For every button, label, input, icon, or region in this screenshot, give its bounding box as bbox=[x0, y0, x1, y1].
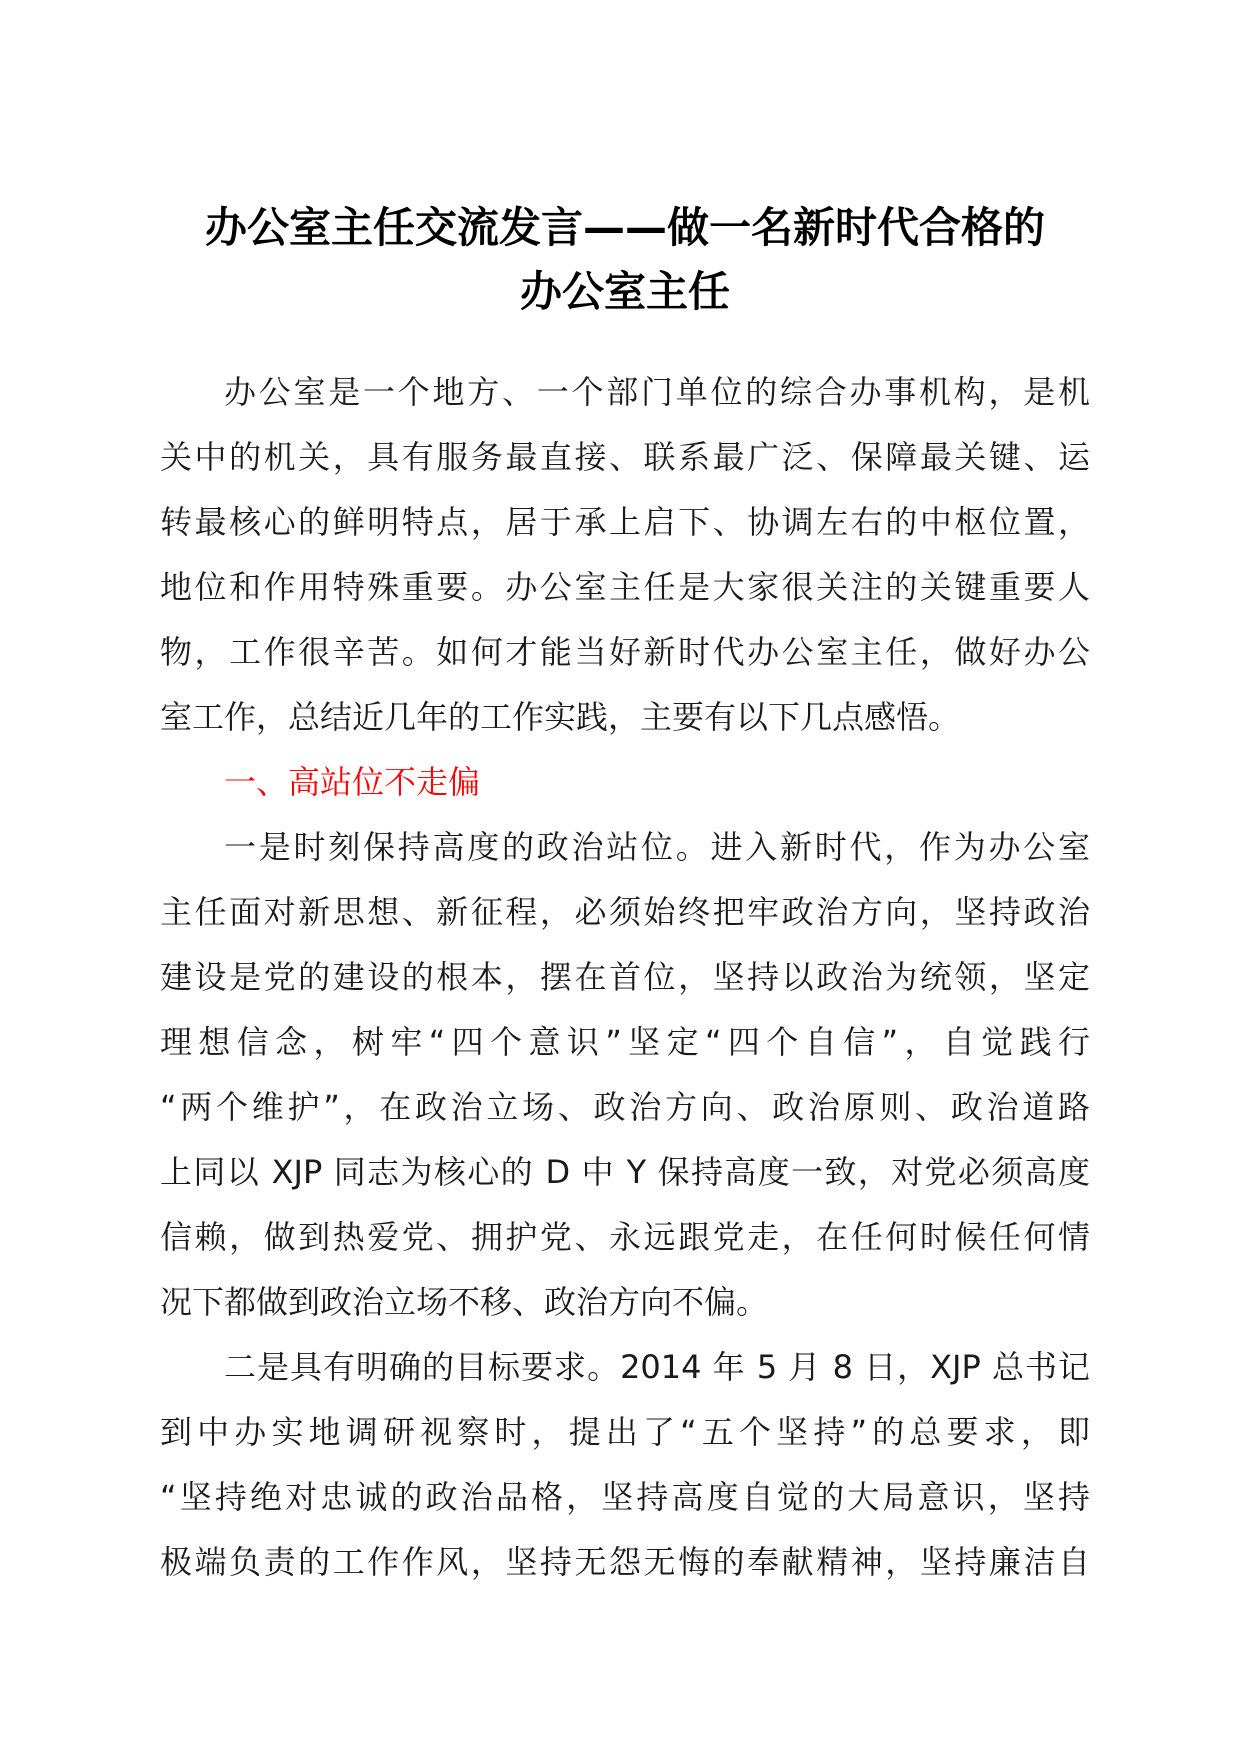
paragraph-line: 理想信念，树牢“四个意识”坚定“四个自信”，自觉践行 bbox=[160, 1023, 1090, 1061]
title-line: 办公室主任 bbox=[519, 267, 730, 316]
paragraph-line: 二是具有明确的目标要求。2014 年 5 月 8 日，XJP 总书记 bbox=[224, 1348, 1090, 1386]
title-line: 办公室主任交流发言——做一名新时代合格的 bbox=[204, 203, 1045, 252]
paragraph-line: “两个维护”，在政治立场、政治方向、政治原则、政治道路 bbox=[160, 1088, 1090, 1126]
document-body bbox=[160, 360, 1090, 1595]
section-heading-text: 一、高站位不走偏 bbox=[224, 763, 481, 801]
paragraph-line: “坚持绝对忠诚的政治品格，坚持高度自觉的大局意识，坚持 bbox=[160, 1478, 1090, 1516]
paragraph-line: 转最核心的鲜明特点，居于承上启下、协调左右的中枢位置， bbox=[160, 503, 1090, 541]
paragraph-line: 信赖，做到热爱党、拥护党、永远跟党走，在任何时候任何情 bbox=[160, 1218, 1090, 1256]
section-heading bbox=[160, 750, 1090, 815]
paragraph-line: 况下都做到政治立场不移、政治方向不偏。 bbox=[160, 1283, 769, 1321]
document-title bbox=[160, 196, 1090, 324]
paragraph-line: 上同以 XJP 同志为核心的 D 中 Y 保持高度一致，对党必须高度 bbox=[160, 1153, 1090, 1191]
paragraph-line: 办公室是一个地方、一个部门单位的综合办事机构，是机 bbox=[224, 373, 1090, 411]
paragraph-line: 一是时刻保持高度的政治站位。进入新时代，作为办公室 bbox=[224, 828, 1090, 866]
paragraph-line: 地位和作用特殊重要。办公室主任是大家很关注的关键重要人 bbox=[160, 568, 1090, 606]
paragraph-line: 物，工作很辛苦。如何才能当好新时代办公室主任，做好办公 bbox=[160, 633, 1090, 671]
paragraph-line: 室工作，总结近几年的工作实践，主要有以下几点感悟。 bbox=[160, 698, 961, 736]
paragraph-line: 主任面对新思想、新征程，必须始终把牢政治方向，坚持政治 bbox=[160, 893, 1090, 931]
paragraph-line: 关中的机关，具有服务最直接、联系最广泛、保障最关键、运 bbox=[160, 438, 1090, 476]
paragraph-line: 到中办实地调研视察时，提出了“五个坚持”的总要求，即 bbox=[160, 1413, 1090, 1451]
paragraph-line: 建设是党的建设的根本，摆在首位，坚持以政治为统领，坚定 bbox=[160, 958, 1090, 996]
paragraph-line: 极端负责的工作作风，坚持无怨无悔的奉献精神，坚持廉洁自 bbox=[160, 1543, 1090, 1581]
